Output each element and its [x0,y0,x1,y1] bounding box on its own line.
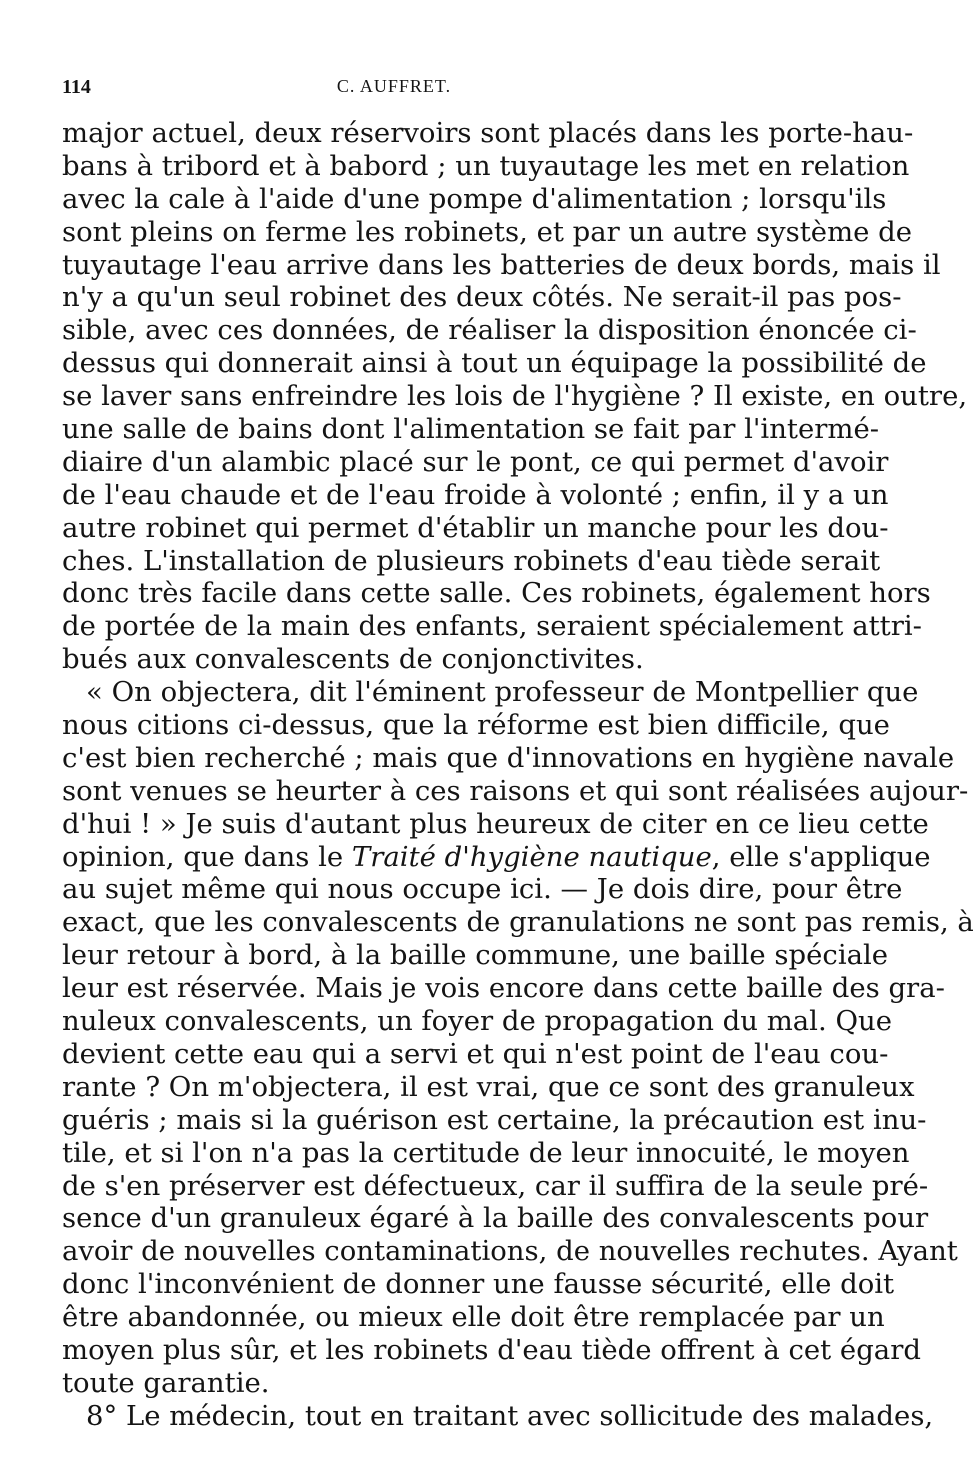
text-line: devient cette eau qui a servi et qui n'est point de l'eau cou- [62,1037,889,1070]
text-line: bans à tribord et à babord ; un tuyautage les met en relation [62,149,910,182]
text-line: autre robinet qui permet d'établir un manche pour les dou- [62,511,889,544]
text-line: c'est bien recherché ; mais que d'innovations en hygiène navale [62,741,955,774]
text-line: guéris ; mais si la guérison est certaine, la précaution est inu- [62,1103,927,1136]
running-head: C. AUFFRET. [336,76,452,96]
text-line: d'hui ! » Je suis d'autant plus heureux de citer en ce lieu cette [62,807,929,840]
text-line: sible, avec ces données, de réaliser la disposition énoncée ci- [62,314,917,347]
text-line: major actuel, deux réservoirs sont placés dans les porte-hau- [62,117,914,149]
text-line: « On objectera, dit l'éminent professeur de Montpellier que [86,676,919,709]
text-line: leur retour à bord, à la baille commune, une baille spéciale [62,939,889,972]
text-line: donc très facile dans cette salle. Ces robinets, également hors [62,577,931,610]
text-line: se laver sans enfreindre les lois de l'hygiène ? Il existe, en outre, [62,380,968,413]
text-line: sence d'un granuleux égaré à la baille des convalescents pour [62,1202,929,1235]
text-line: 8° Le médecin, tout en traitant avec sollicitude des malades, [86,1399,934,1432]
text-line: diaire d'un alambic placé sur le pont, ce qui permet d'avoir [62,445,889,478]
text-line: de l'eau chaude et de l'eau froide à volonté ; enfin, il y a un [62,478,889,511]
text-line: donc l'inconvénient de donner une fausse sécurité, elle doit [62,1268,895,1301]
book-title: Traité d'hygiène nautique [351,840,712,873]
text-segment: opinion, que dans le [62,840,352,873]
text-line: bués aux convalescents de conjonctivites. [62,643,644,676]
text-line: sont venues se heurter à ces raisons et qui sont réalisées aujour- [62,774,969,807]
page-number: 114 [62,76,91,98]
text-line: n'y a qu'un seul robinet des deux côtés. Ne serait-il pas pos- [62,281,902,314]
text-line: dessus qui donnerait ainsi à tout un équipage la possibilité de [62,347,927,380]
text-line [62,840,931,874]
body-text [62,117,974,1433]
text-line: être abandonnée, ou mieux elle doit être remplacée par un [62,1301,885,1334]
text-line: tile, et si l'on n'a pas la certitude de leur innocuité, le moyen [62,1136,910,1169]
text-line: moyen plus sûr, et les robinets d'eau tiède offrent à cet égard [62,1333,921,1366]
text-line: de s'en préserver est défectueux, car il suffira de la seule pré- [62,1169,929,1202]
text-line: tuyautage l'eau arrive dans les batteries de deux bords, mais il [62,248,941,281]
text-line: rante ? On m'objectera, il est vrai, que ce sont des granuleux [62,1070,915,1103]
text-line: exact, que les convalescents de granulations ne sont pas remis, à [62,906,974,939]
text-line: nuleux convalescents, un foyer de propagation du mal. Que [62,1005,892,1038]
text-segment: , elle s'applique [711,840,931,873]
text-line: de portée de la main des enfants, seraient spécialement attri- [62,610,922,643]
text-line: toute garantie. [62,1366,270,1399]
text-line: avec la cale à l'aide d'une pompe d'alimentation ; lorsqu'ils [62,182,887,215]
text-line: une salle de bains dont l'alimentation se fait par l'intermé- [62,413,880,446]
text-line: ches. L'installation de plusieurs robinets d'eau tiède serait [62,544,881,577]
page-header [62,76,726,104]
text-line: sont pleins on ferme les robinets, et par un autre système de [62,215,913,248]
text-line: leur est réservée. Mais je vois encore dans cette baille des gra- [62,972,945,1005]
text-line: nous citions ci-dessus, que la réforme est bien difficile, que [62,709,890,742]
text-line: au sujet même qui nous occupe ici. — Je dois dire, pour être [62,873,903,906]
text-line: avoir de nouvelles contaminations, de nouvelles rechutes. Ayant [62,1235,958,1268]
